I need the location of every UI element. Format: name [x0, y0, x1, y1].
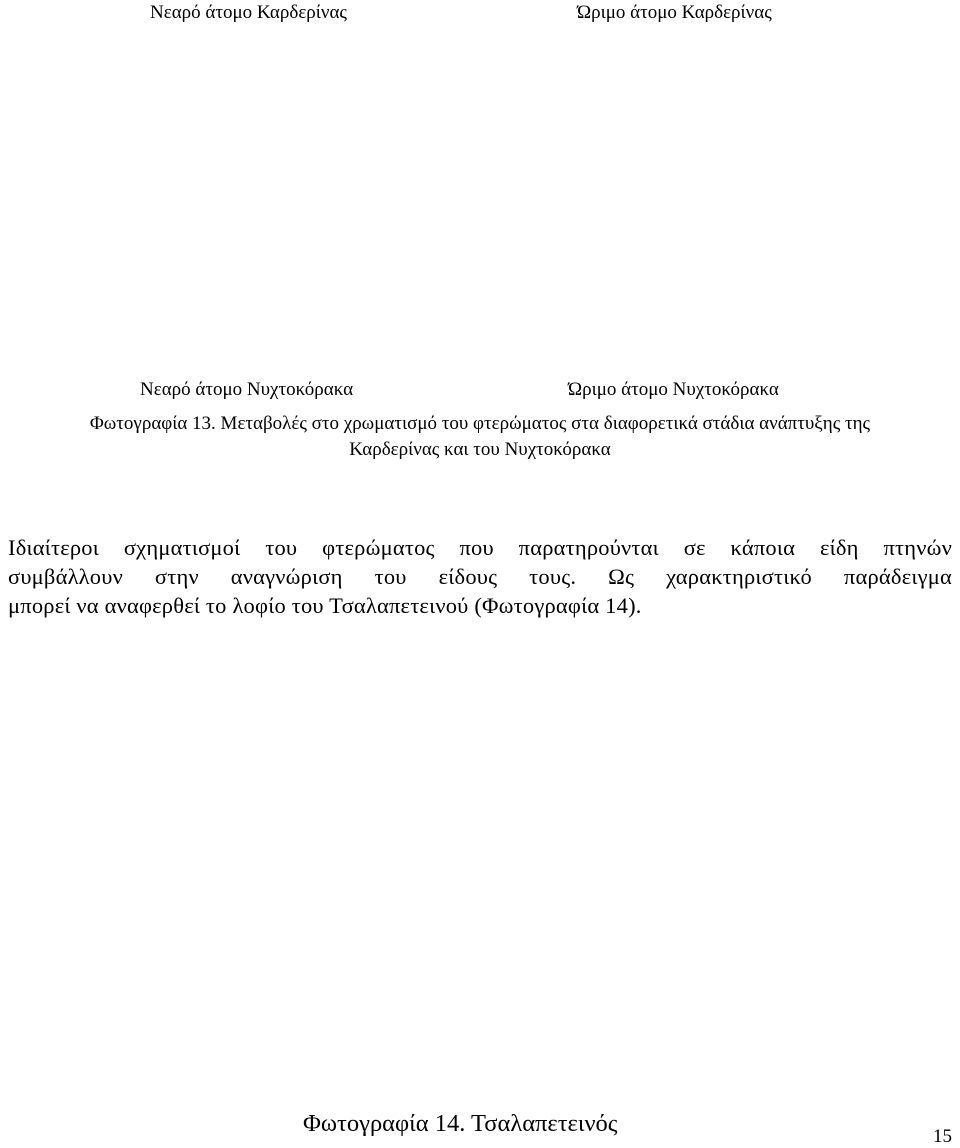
label-young-goldfinch: Νεαρό άτομο Καρδερίνας — [150, 2, 347, 23]
page-number: 15 — [933, 1126, 952, 1147]
paragraph-line-3: μπορεί να αναφερθεί το λοφίο του Τσαλαπετεινού (Φωτογραφία 14). — [8, 593, 642, 618]
photo13-caption-line2: Καρδερίνας και του Νυχτοκόρακα — [349, 439, 611, 460]
paragraph-line-2: συμβάλλουν στην αναγνώριση του είδους τους. Ως χαρακτηριστικό παράδειγμα — [8, 564, 952, 589]
photo13-caption-line1: Φωτογραφία 13. Μεταβολές στο χρωματισμό του φτερώματος στα διαφορετικά στάδια ανάπτυξης της — [89, 413, 871, 434]
paragraph-line-1: Ιδιαίτεροι σχηματισμοί του φτερώματος που παρατηρούνται σε κάποια είδη πτηνών — [8, 535, 952, 560]
label-adult-crow: Ώριμο άτομο Νυχτοκόρακα — [568, 379, 779, 400]
body-paragraph — [8, 533, 952, 620]
label-young-crow: Νεαρό άτομο Νυχτοκόρακα — [140, 379, 354, 400]
photo14-caption: Φωτογραφία 14. Τσαλαπετεινός — [303, 1110, 618, 1137]
label-adult-goldfinch: Ώριμο άτομο Καρδερίνας — [577, 2, 772, 23]
